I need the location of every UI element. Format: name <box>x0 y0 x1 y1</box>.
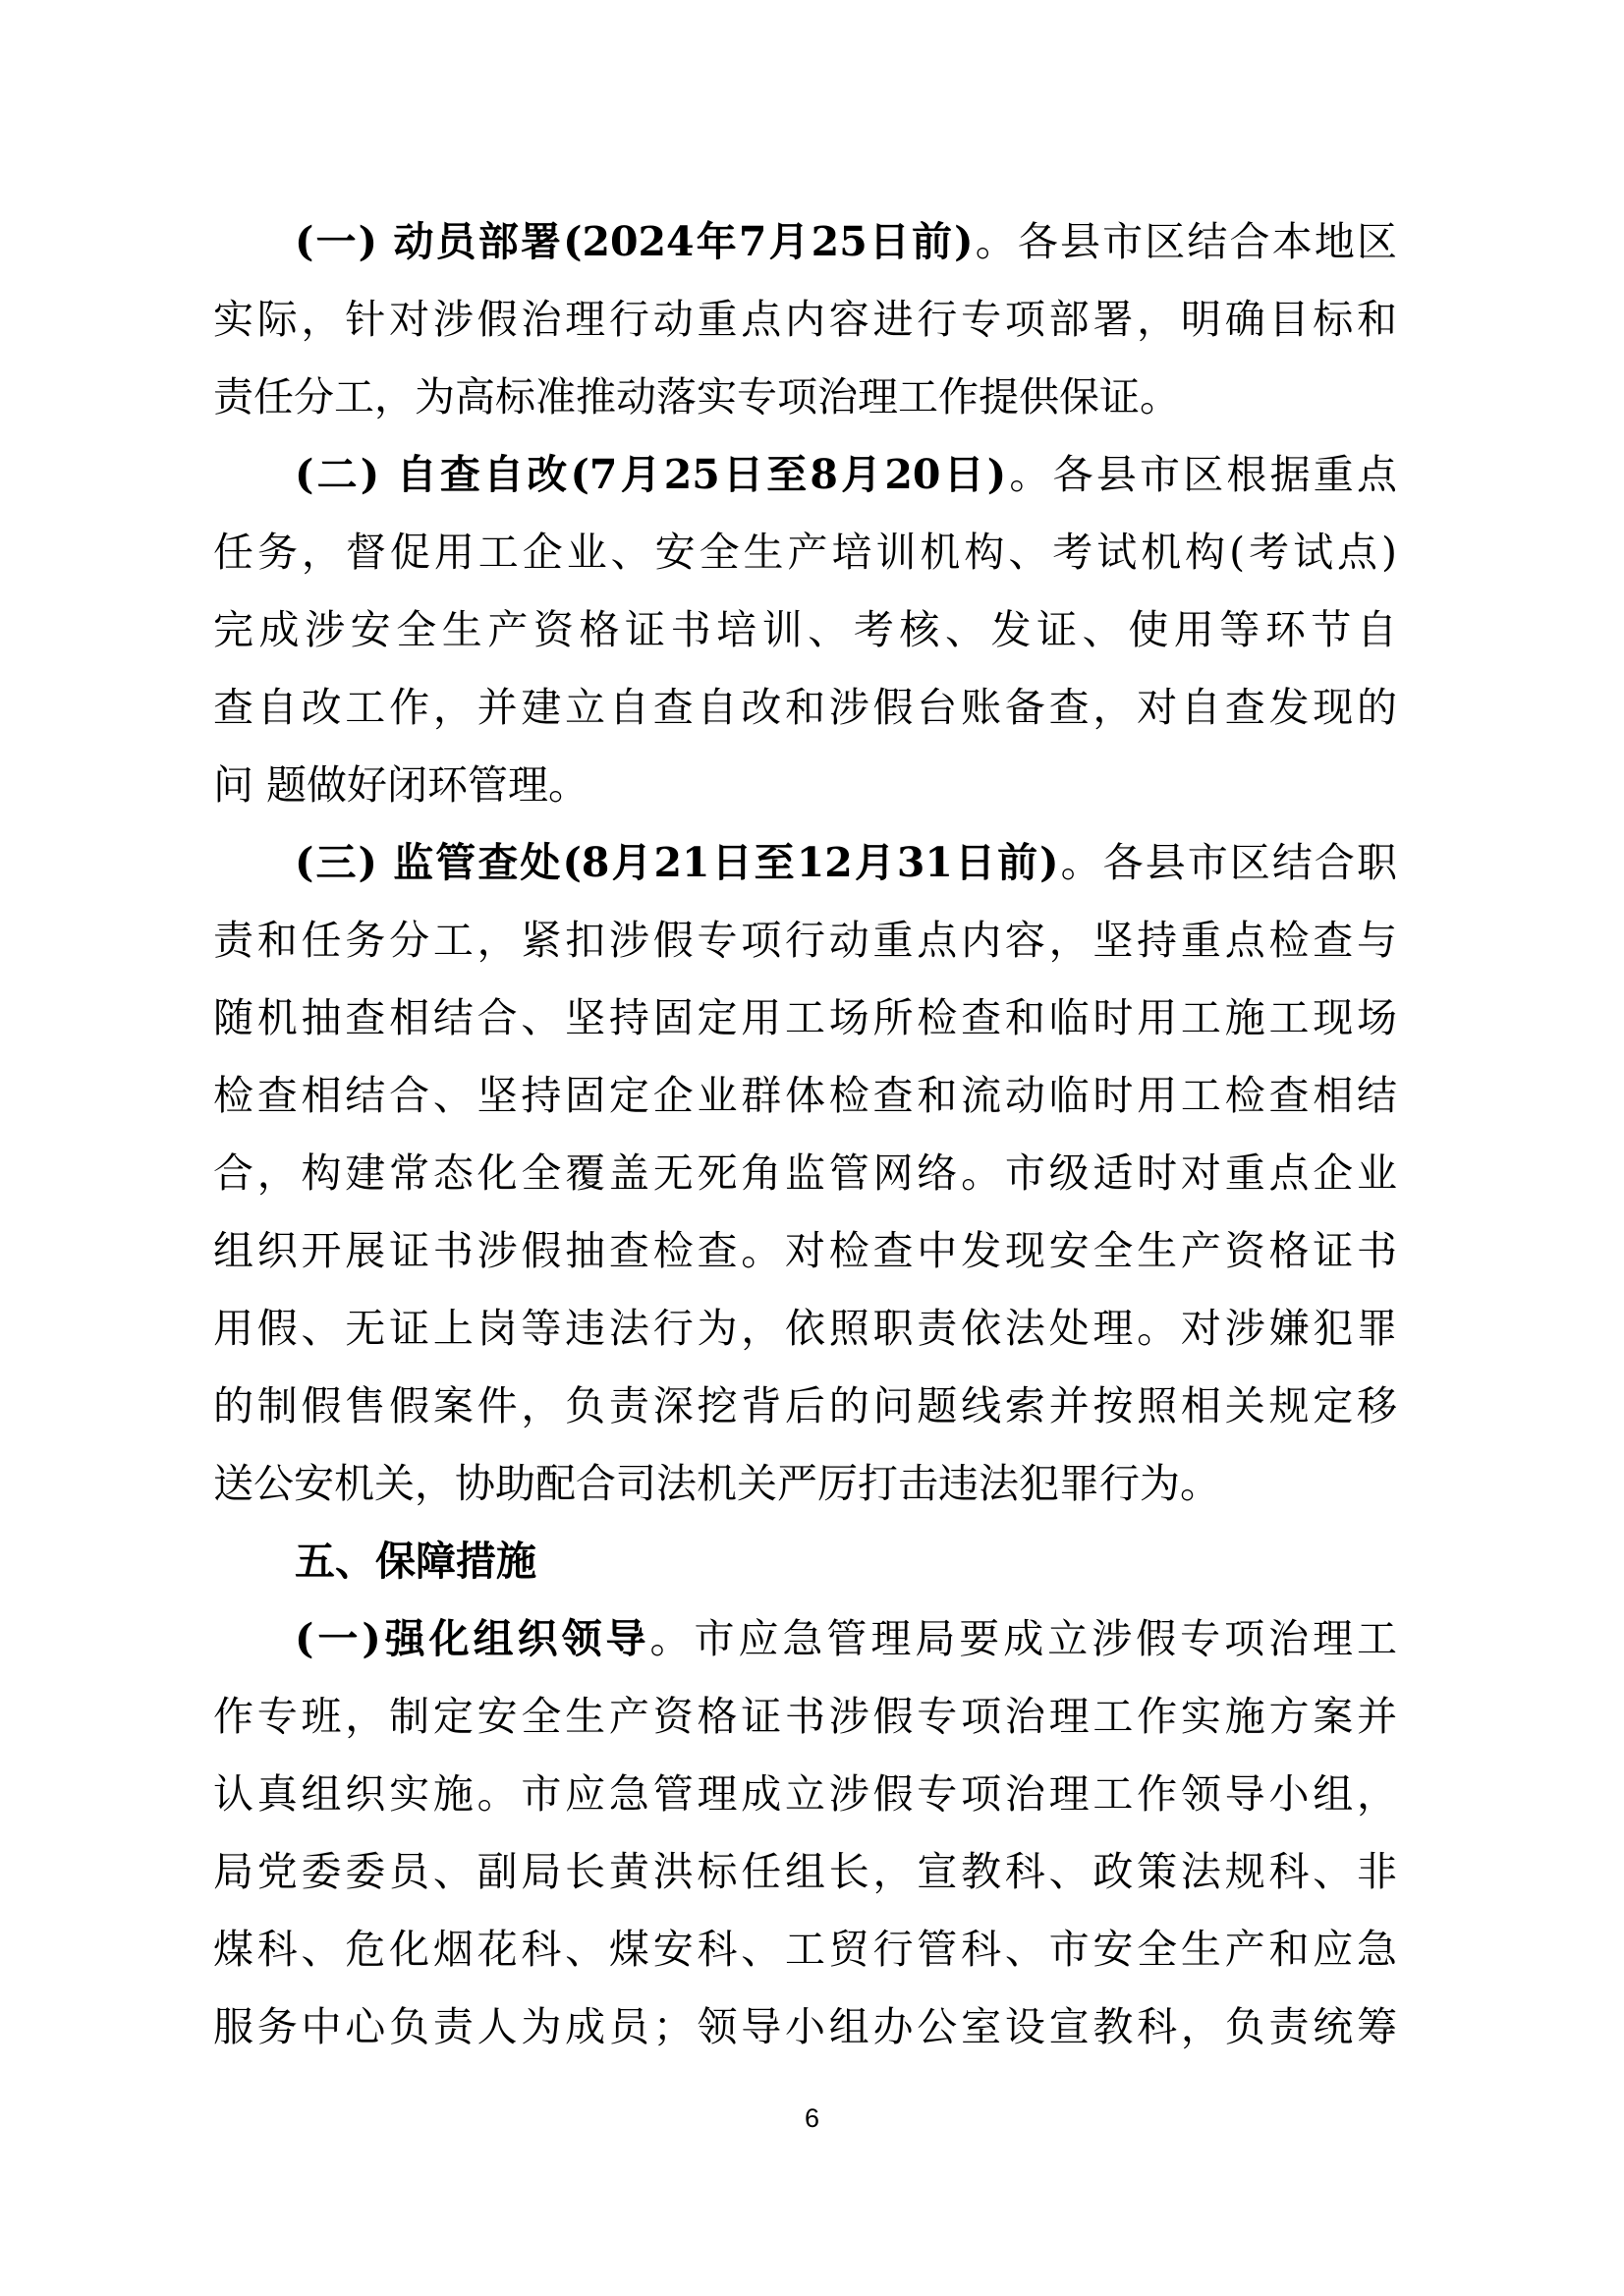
paragraph-line: 完成涉安全生产资格证书培训、考核、发证、使用等环节自 <box>213 606 1397 653</box>
paragraph-line: 作专班，制定安全生产资格证书涉假专项治理工作实施方案并 <box>213 1693 1397 1740</box>
paragraph-line: 认真组织实施。市应急管理成立涉假专项治理工作领导小组， <box>213 1770 1397 1818</box>
section-title: 五、保障措施 <box>295 1538 536 1585</box>
paragraph-line: (二) 自查自改(7月25日至8月20日)。各县市区根据重点 <box>295 451 1398 498</box>
paragraph-line: 实际，针对涉假治理行动重点内容进行专项部署，明确目标和 <box>213 296 1397 343</box>
page-number: 6 <box>804 2103 820 2133</box>
paragraph-line: 问 题做好闭环管理。 <box>213 761 589 809</box>
paragraph-line: 任务，督促用工企业、安全生产培训机构、考试机构(考试点) <box>213 529 1397 576</box>
paragraph-line: (三) 监管查处(8月21日至12月31日前)。各县市区结合职 <box>295 839 1397 886</box>
paragraph-line: 煤科、危化烟花科、煤安科、工贸行管科、市安全生产和应急 <box>213 1926 1397 1973</box>
section-heading: (一) 动员部署(2024年7月25日前) <box>295 218 974 265</box>
section-heading: (二) 自查自改(7月25日至8月20日) <box>295 451 1007 498</box>
paragraph-line: 用假、无证上岗等违法行为，依照职责依法处理。对涉嫌犯罪 <box>213 1305 1397 1352</box>
section-heading: (一)强化组织领导 <box>295 1615 650 1662</box>
paragraph-line: 责任分工，为高标准推动落实专项治理工作提供保证。 <box>213 373 1180 420</box>
paragraph-line: 查自改工作，并建立自查自改和涉假台账备查，对自查发现的 <box>213 684 1397 731</box>
paragraph-line: 的制假售假案件，负责深挖背后的问题线索并按照相关规定移 <box>213 1382 1397 1429</box>
paragraph-line: 送公安机关，协助配合司法机关严厉打击违法犯罪行为。 <box>213 1460 1220 1507</box>
paragraph-line: 合，构建常态化全覆盖无死角监管网络。市级适时对重点企业 <box>213 1149 1397 1197</box>
paragraph-line: (一)强化组织领导。市应急管理局要成立涉假专项治理工 <box>295 1615 1397 1662</box>
paragraph-line: (一) 动员部署(2024年7月25日前)。各县市区结合本地区 <box>295 218 1397 265</box>
paragraph-line: 责和任务分工，紧扣涉假专项行动重点内容，坚持重点检查与 <box>213 917 1397 964</box>
paragraph-line: 服务中心负责人为成员；领导小组办公室设宣教科，负责统筹 <box>213 2003 1397 2050</box>
paragraph-line: 组织开展证书涉假抽查检查。对检查中发现安全生产资格证书 <box>213 1227 1397 1274</box>
section-heading: (三) 监管查处(8月21日至12月31日前) <box>295 839 1059 886</box>
paragraph-line: 随机抽查相结合、坚持固定用工场所检查和临时用工施工现场 <box>213 994 1397 1041</box>
paragraph-line: 局党委委员、副局长黄洪标任组长，宣教科、政策法规科、非 <box>213 1848 1397 1895</box>
paragraph-line: 检查相结合、坚持固定企业群体检查和流动临时用工检查相结 <box>213 1072 1397 1119</box>
